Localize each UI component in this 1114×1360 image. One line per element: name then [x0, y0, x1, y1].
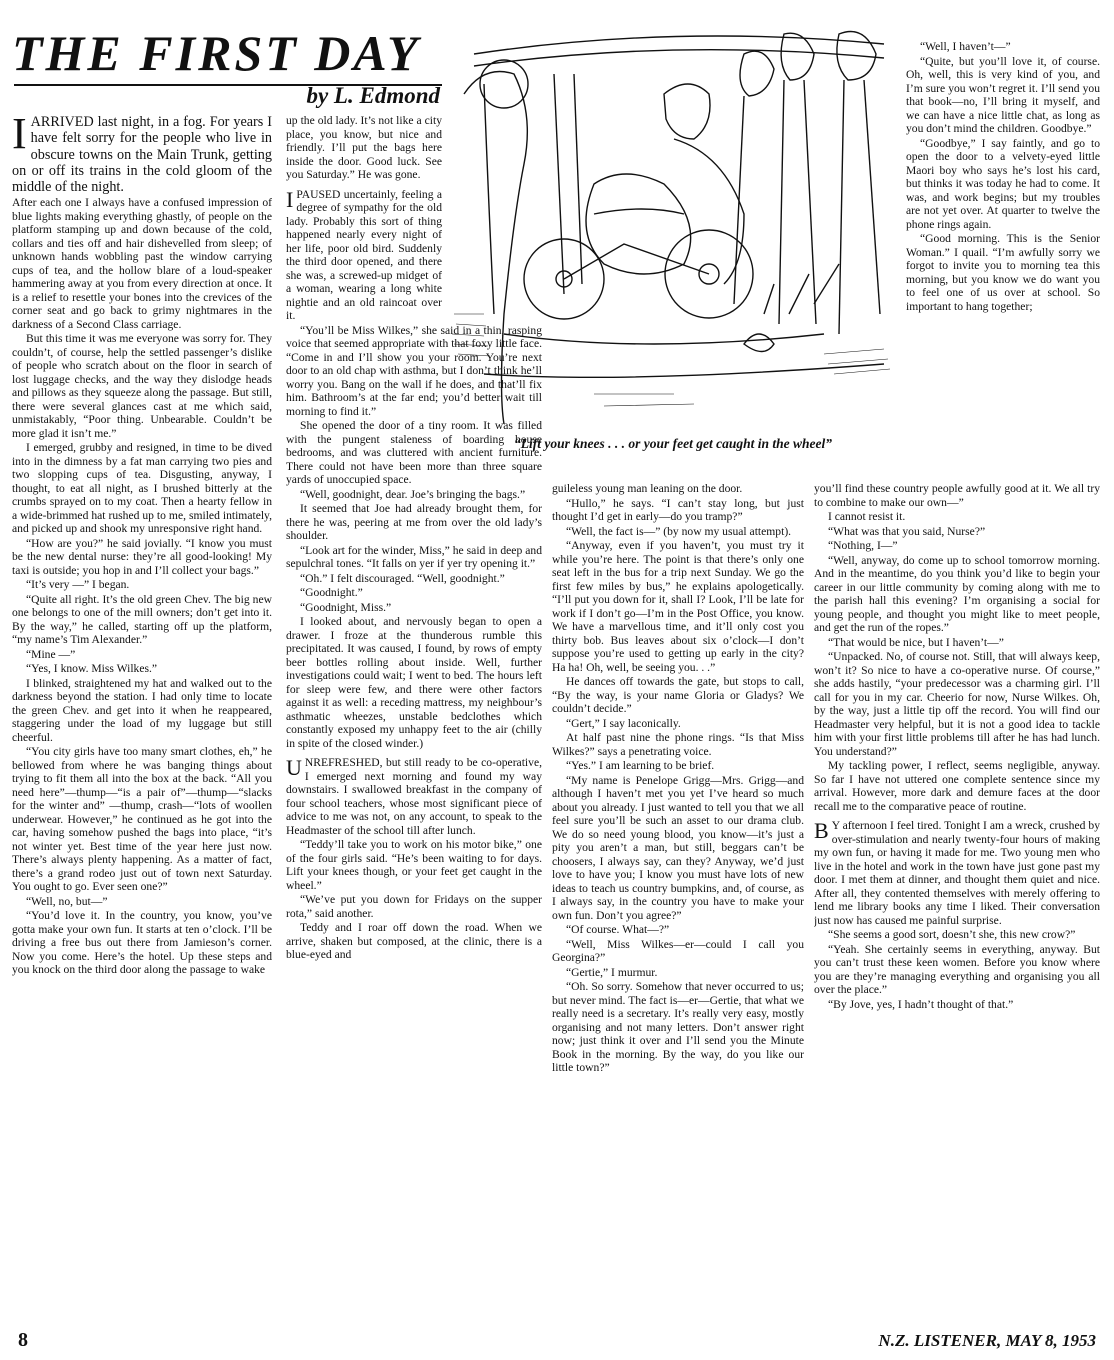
paragraph: “What was that you said, Nurse?”: [828, 524, 986, 538]
paragraph: you’ll find these country people awfully good at it. We all try to combine to make our own—”: [814, 482, 1100, 509]
paragraph: “Gert,” I say laconically.: [566, 716, 681, 730]
article-byline: by L. Edmond: [306, 83, 440, 108]
publication-footer: N.Z. LISTENER, MAY 8, 1953: [878, 1331, 1096, 1350]
paragraph: “You’ll be Miss Wilkes,” she said in a thin, rasping voice that seemed appropriate with that foxy little face. “Come in and I’ll show you your room. You’re next door to an old chap with asthma, but I don’t think he’ll worry you. Bang on the wall if he does, and that’ll fix him. Bathroom’s at the far end; you’d better wait till morning to find it.”: [286, 323, 542, 418]
paragraph: “Well, no, but—”: [26, 894, 108, 908]
paragraph: “Yes, I know. Miss Wilkes.”: [26, 662, 158, 676]
paragraph: I emerged, grubby and resigned, in time to be dived into in the dimness by a fat man carrying two pies and two slopping cups of tea. Disgusting, anyway, I thought, to eat all night, as I brushed bitterly at the crumbs sprayed on to my coat. Then a hearty fellow in a wide-brimmed hat rushed up to me, smiled intimately, and picked up and shook my unresponsive right hand.: [12, 441, 272, 536]
paragraph: “It’s very —” I began.: [26, 578, 130, 592]
column-3: [552, 482, 804, 1329]
section-initial: U: [286, 755, 302, 780]
paragraph: “By Jove, yes, I hadn’t thought of that.”: [828, 997, 1014, 1011]
paragraph: “Hullo,” he says. “I can’t stay long, but just thought I’d get in early—do you tramp?”: [552, 496, 804, 523]
section-paragraph: UNREFRESHED, but still ready to be co-operative, I emerged next morning and found my way downstairs. I swallowed breakfast in the company of four school teachers, whose most significant piece of advice to me was not, on any account, to speak to the Headmaster of the school till after lunch.: [286, 755, 542, 837]
column-4: [814, 482, 1100, 1329]
paragraph: guileless young man leaning on the door.: [552, 482, 743, 495]
lead-paragraph: IARRIVED last night, in a fog. For years I have felt sorry for the people who live in obscure towns on the Main Trunk, getting on or off its trains in the cold gloom of the middle of the night.: [12, 114, 272, 196]
article-title: THE FIRST DAY: [12, 25, 421, 81]
paragraph: “Anyway, even if you haven’t, you must try it while you’re here. The point is that there’s only one seat left in the bus for a trip next Sunday. We go the first few miles by bus,” he explains apologetically. “I’ll put you down for it, shall I? Look, I’ll be late for work if I don’t go—I’m in the Post Office, you know. We have a marvellous time, and it’ll only cost you thirty bob. Bus leaves about six o’clock—I don’t suppose you’re used to getting up early in the city? Ha ha! Oh, well, be seeing you. . .”: [552, 539, 804, 674]
column-4-top: [906, 40, 1100, 480]
paragraph: “Unpacked. No, of course not. Still, that will always keep, won’t it? So nice to have a co-operative nurse. Of course,” she adds hastily, “your predecessor was a charming girl. I’ll call for you in my car. Cheerio for now, Nurse Wilkes. Oh, by the way, just a little tip off the record. You will find our Headmaster very helpful, but it is not a good idea to tackle him with your first little problems till after he has had lunch. You understand?”: [814, 650, 1100, 758]
paragraph: It seemed that Joe had already brought them, for there he was, peering at me from over the old lady’s shoulder.: [286, 502, 542, 542]
paragraph: “You’d love it. In the country, you know, you’ve gotta make your own fun. It starts at ten o’clock. I’ll be driving a free bus out there from Jamieson’s corner. Now you come. Here’s the hotel. Up these steps and you knock on the third door along the passage to wake: [12, 909, 272, 977]
paragraph: I blinked, straightened my hat and walked out to the darkness beyond the station. I had only time to locate the green Chev. and get into it when he reappeared, staggering under the load of my luggage but still cheerful.: [12, 676, 272, 744]
paragraph: “You city girls have too many smart clothes, eh,” he bellowed from where he was banging things about trying to fit them all into the box at the back. “All you need here”—thump—“is a pair of”—thump—“slacks for the winter and” —thump, crash—“lots of woollen underwear. However,” he continued as he got into the car, having somehow pushed the bags into place, “it’s not winter yet. Best time of the year here just now. There’s always plenty happening. As a matter of fact, there’s a grand rodeo just out of town next Saturday. You ought to go. Ever seen one?”: [12, 745, 272, 894]
paragraph: “Goodbye,” I say faintly, and go to open the door to a velvety-eyed little Maori boy who says he’s lost his card, but thinks it was today he had to come. It was, and work begins; but my troubles are not yet over. At quarter to twelve the phone rings again.: [906, 136, 1100, 231]
paragraph: “Well, goodnight, dear. Joe’s bringing the bags.”: [300, 487, 526, 501]
paragraph: “Oh.” I felt discouraged. “Well, goodnight.”: [300, 571, 505, 585]
paragraph: “Well, anyway, do come up to school tomorrow morning. And in the meantime, do you think you’d like to begin your career in our little community by coming along with me to the parish hall this evening? I’m organising a social for young people, and thought you might like to meet people, and get the run of the ropes.”: [814, 553, 1100, 634]
paragraph: My tackling power, I reflect, seems negligible, anyway. So far I have not uttered one complete sentence since my arrival. However, more dark and demure faces at the door recall me to the comparative peace of routine.: [814, 759, 1100, 813]
paragraph: “Yeah. She certainly seems in everything, anyway. But you can’t trust these keen women. Before you know where you are they’re managing everything and organising you all over the place.”: [814, 942, 1100, 996]
page-number: 8: [18, 1329, 28, 1351]
paragraph: “Good morning. This is the Senior Woman.” I quail. “I’m awfully sorry we forgot to invite you to morning tea this morning, but you know we do want you to feel one of us over at school. So important to hang together;: [906, 232, 1100, 313]
paragraph: “Goodnight.”: [300, 586, 363, 599]
section-paragraph: IPAUSED uncertainly, feeling a degree of sympathy for the old lady. Probably this sort of thing happened nearly every night of her life, poor old bird. Suddenly the third door opened, and there she was, a screwed-up midget of a woman, wearing a long white nightie and an old raincoat over it.: [286, 186, 442, 322]
paragraph: I cannot resist it.: [828, 510, 906, 523]
paragraph: “Goodnight, Miss.”: [300, 600, 392, 614]
paragraph: “How are you?” he said jovially. “I know you must be the new dental nurse: they’re all good-looking! My taxi is outside; you hop in and I’ll collect your bags.”: [12, 536, 272, 577]
section-paragraph: B Y afternoon I feel tired. Tonight I am a wreck, crushed by over-stimulation and nearly twenty-four hours of making my own fun, or having it made for me. Two young men who live in the hotel and work in the town have just gone past my door. I met them at dinner, and thought them quiet and nice. After all, they contented themselves with merely offering to lend me library books any time I liked. Their conversation just now has caused me painful surprise.: [814, 818, 1100, 927]
paragraph: “Gertie,” I murmur.: [566, 965, 658, 979]
paragraph: “We’ve put you down for Fridays on the supper rota,” said another.: [286, 893, 542, 920]
drop-cap: I: [12, 114, 27, 158]
paragraph: “Oh. So sorry. Somehow that never occurred to us; but never mind. The fact is—er—Gertie, that what we really need is a secretary. It’s really very easy, mostly organising and not many letters. Don’t answer right now; just think it over and I’ll send you the Minute Book in the morning. By the way, do you like our little town?”: [552, 980, 804, 1074]
paragraph: “Quite all right. It’s the old green Chev. The big new one belongs to one of the mill owners; don’t get into it. By the way,” he called, starting off up the platform, “my name’s Tim Alexander.”: [12, 592, 272, 647]
paragraph: At half past nine the phone rings. “Is that Miss Wilkes?” says a penetrating voice.: [552, 731, 804, 758]
paragraph: Teddy and I roar off down the road. When we arrive, shaken but composed, at the clinic, there is a blue-eyed and: [286, 921, 542, 961]
column-2: [286, 114, 542, 1329]
paragraph: up the old lady. It’s not like a city place, you know, but nice and friendly. I’ll put the bags here inside the door. Good luck. See you Saturday.” He was gone.: [286, 114, 442, 181]
paragraph: “Teddy’ll take you to work on his motor bike,” one of the four girls said. “He’s been waiting to for days. Lift your knees though, or your feet get caught in the wheel.”: [286, 838, 542, 892]
paragraph: “She seems a good sort, doesn’t she, this new crow?”: [828, 928, 1076, 941]
paragraph: “Yes.” I am learning to be brief.: [566, 759, 715, 772]
paragraph: “Well, the fact is—” (by now my usual attempt).: [566, 524, 792, 538]
paragraph: I looked about, and nervously began to open a drawer. I froze at the thunderous rumble this precipitated. It was caused, I found, by rows of empty beer bottles rolling about inside. Well, further investigations could wait; I went to bed. The hours left for sleep were few, and there were other factors against it as well: a receding mattress, my neighbour’s asthmatic wheezes, unstable bedclothes which constantly exposed my unhappy feet to the air (chilly in spite of the closed winder.): [286, 615, 542, 750]
paragraph: “Mine —”: [26, 647, 76, 661]
paragraph: “Well, Miss Wilkes—er—could I call you Georgina?”: [552, 937, 804, 964]
paragraph: She opened the door of a tiny room. It was filled with the pungent staleness of boarding house bedrooms, and was cluttered with ancient furniture. There could not have been more than three square yards of unoccupied space.: [286, 419, 542, 486]
paragraph: “Of course. What—?”: [566, 923, 670, 936]
paragraph: After each one I always have a confused impression of blue lights making everything ghastly, of people on the platform stamping up and down because of the cold, collars and ties off and hair dishevelled from sleep; of unknown hands wobbling past the window carrying cups of tea, and the hollow blare of a loud-speaker hammering away at you from every direction at once. It is a relief to resettle your bones into the crevices of the corner seat and go back to grimy nightmares in the darkness of a Second Class carriage.: [12, 196, 272, 331]
column-1: [12, 114, 272, 1329]
paragraph: “Nothing, I—”: [828, 539, 898, 552]
section-initial: I: [286, 186, 294, 212]
section-initial: B: [814, 818, 829, 843]
paragraph: “That would be nice, but I haven’t—”: [828, 635, 1004, 649]
illustration-caption: “Lift your knees . . . or your feet get caught in the wheel”: [514, 436, 832, 451]
paragraph: “Quite, but you’ll love it, of course. Oh, well, this is very kind of you, and I’m sure you won’t regret it. I’ll send you that book—no, I’ll bring it myself, and we can have a nice little chat, as long as you don’t mind the children. Goodbye.”: [906, 54, 1100, 135]
paragraph: “Well, I haven’t—”: [920, 40, 1011, 53]
paragraph: But this time it was me everyone was sorry for. They couldn’t, of course, help the settled passenger’s dislike of people who scratch about on the floor in search of lost luggage checks, and the way they dislodge heads and pillows as they squeeze along the passage. But still, there were several glances cast at me which said, unmistakably, “Poor thing. Unbearable. Couldn’t be more glad it isn’t me.”: [12, 332, 272, 440]
paragraph: “Look art for the winder, Miss,” he said in deep and sepulchral tones. “It falls on yer if yer try opening it.”: [286, 543, 542, 570]
paragraph: He dances off towards the gate, but stops to call, “By the way, is your name Gloria or Gladys? We couldn’t decide.”: [552, 675, 804, 715]
paragraph: “My name is Penelope Grigg—Mrs. Grigg—and although I haven’t met you yet I’ve heard so much about you already. I just wanted to tell you that we all feel sure you’ll be such an asset to our drama club. We do so need young blood, you know—it’s just a pity you aren’t a man, but still, beggars can’t be choosers, I always say, can they? Anyway, we’d just love to have you; I know you must have lots of new ideas to teach us country bumpkins, and, of course, as I always say, in the country you have to make your own fun. Don’t you agree?”: [552, 773, 804, 922]
